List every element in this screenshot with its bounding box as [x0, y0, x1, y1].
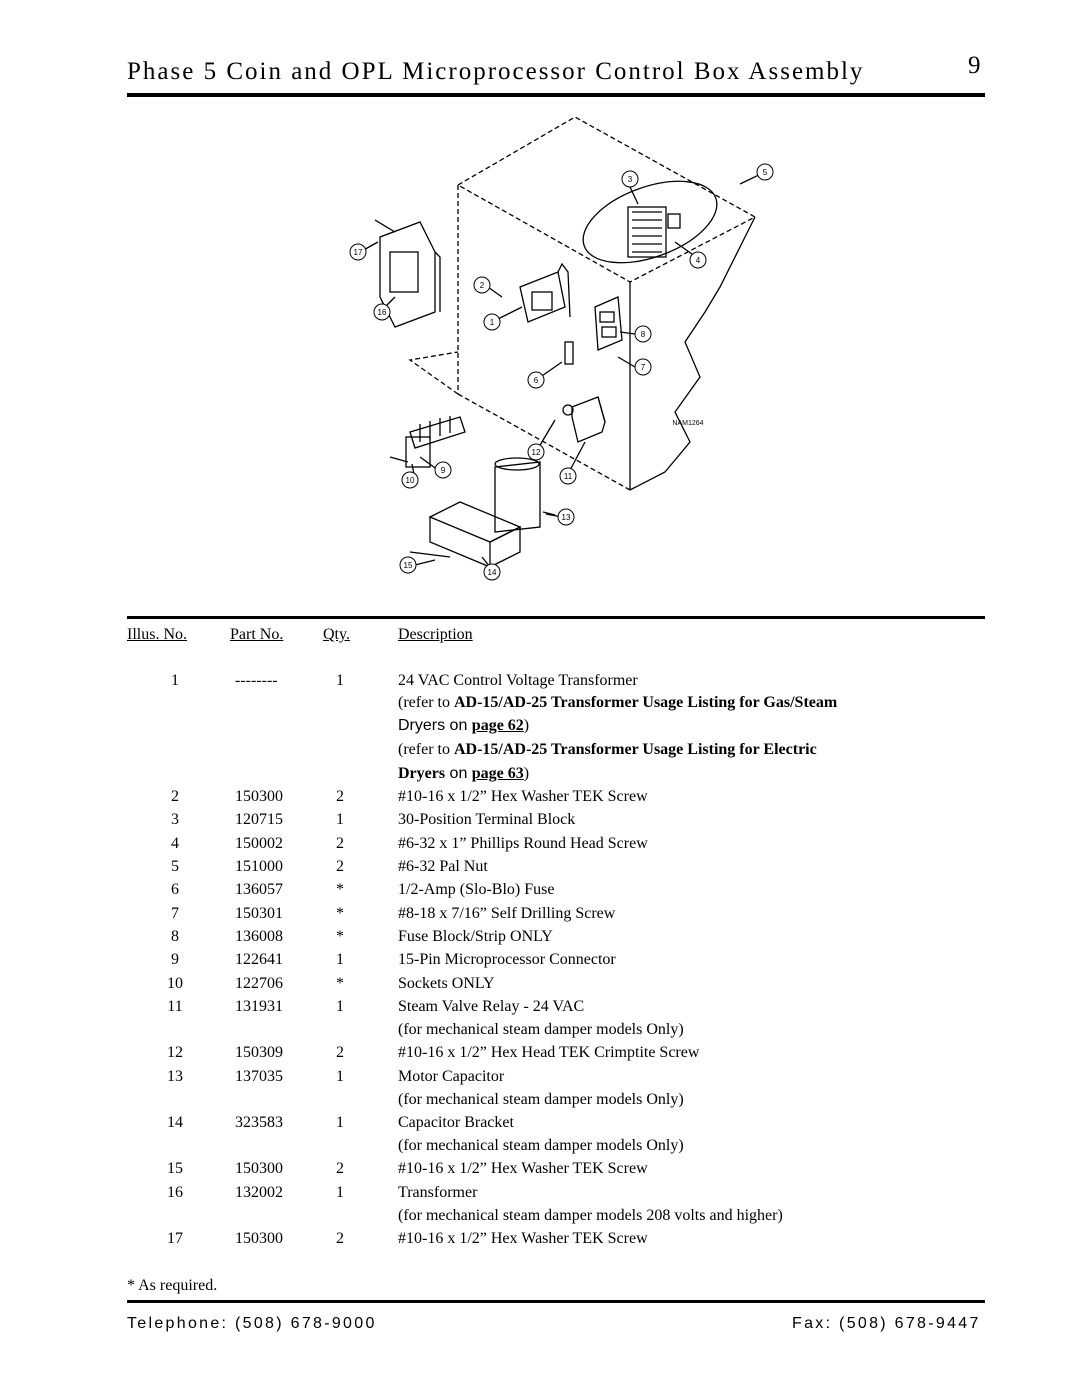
qty: 2: [336, 1044, 344, 1061]
table-row: [0, 998, 1080, 1021]
description: #10-16 x 1/2” Hex Head TEK Crimptite Screw: [398, 1044, 700, 1061]
qty: *: [336, 928, 344, 945]
description: #6-32 x 1” Phillips Round Head Screw: [398, 835, 648, 852]
table-row: [0, 951, 1080, 974]
qty: *: [336, 881, 344, 898]
table-row: [0, 811, 1080, 834]
footnote: * As required.: [127, 1277, 218, 1294]
qty: *: [336, 905, 344, 922]
table-row: [0, 881, 1080, 904]
qty: 1: [336, 672, 344, 689]
illus-no: 6: [171, 881, 179, 898]
svg-text:12: 12: [531, 448, 541, 457]
table-row: [0, 1230, 1080, 1253]
table-row: [0, 858, 1080, 881]
part-no: 137035: [235, 1068, 283, 1085]
description: (for mechanical steam damper models 208 volts and higher): [398, 1207, 783, 1224]
table-row: [0, 1114, 1080, 1137]
description: 24 VAC Control Voltage Transformer: [398, 672, 638, 689]
page-link[interactable]: page 63: [471, 765, 524, 782]
table-row: [0, 741, 1080, 764]
table-row: [0, 672, 1080, 695]
svg-text:9: 9: [440, 466, 446, 475]
description: Dryers on page 63): [398, 765, 530, 782]
header-desc: Description: [398, 626, 473, 643]
illus-no: 2: [171, 788, 179, 805]
description: #10-16 x 1/2” Hex Washer TEK Screw: [398, 1230, 648, 1247]
illus-no: 15: [167, 1160, 183, 1177]
header-illus: Illus. No.: [127, 626, 187, 643]
table-row: [0, 1207, 1080, 1230]
svg-text:2: 2: [479, 281, 485, 290]
qty: 1: [336, 811, 344, 828]
svg-text:1: 1: [489, 318, 495, 327]
table-row: [0, 975, 1080, 998]
page-title: Phase 5 Coin and OPL Microprocessor Control Box Assembly: [127, 58, 865, 85]
illus-no: 13: [167, 1068, 183, 1085]
part-no: 150300: [235, 1230, 283, 1247]
illus-no: 7: [171, 905, 179, 922]
table-rule: [127, 616, 985, 619]
description: 30-Position Terminal Block: [398, 811, 576, 828]
table-row: [0, 694, 1080, 717]
qty: 1: [336, 1068, 344, 1085]
title-rule: [127, 93, 985, 97]
svg-text:10: 10: [405, 476, 415, 485]
description: (refer to AD-15/AD-25 Transformer Usage Listing for Gas/Steam: [398, 694, 838, 711]
qty: 2: [336, 835, 344, 852]
part-no: 150002: [235, 835, 283, 852]
description: Motor Capacitor: [398, 1068, 505, 1085]
table-row: [0, 905, 1080, 928]
svg-text:4: 4: [695, 256, 701, 265]
description: #8-18 x 7/16” Self Drilling Screw: [398, 905, 616, 922]
part-no: 120715: [235, 811, 283, 828]
qty: 1: [336, 951, 344, 968]
part-no: 151000: [235, 858, 283, 875]
diagram-code-label: NAM1264: [672, 420, 704, 427]
illus-no: 11: [167, 998, 183, 1015]
illus-no: 4: [171, 835, 179, 852]
table-row: [0, 765, 1080, 788]
description: Transformer: [398, 1184, 478, 1201]
table-row: [0, 788, 1080, 811]
description: (for mechanical steam damper models Only): [398, 1137, 684, 1154]
table-row: [0, 928, 1080, 951]
footer-rule: [127, 1300, 985, 1303]
header-qty: Qty.: [323, 626, 350, 643]
table-row: [0, 835, 1080, 858]
qty: 1: [336, 998, 344, 1015]
qty: 2: [336, 1160, 344, 1177]
svg-text:16: 16: [377, 308, 387, 317]
table-row: [0, 1160, 1080, 1183]
qty: 2: [336, 788, 344, 805]
table-row: [0, 1137, 1080, 1160]
part-no: 136057: [235, 881, 283, 898]
table-row: [0, 1091, 1080, 1114]
svg-text:3: 3: [627, 175, 633, 184]
description: #6-32 Pal Nut: [398, 858, 488, 875]
svg-text:5: 5: [762, 168, 768, 177]
description: Dryers on page 62): [398, 717, 530, 734]
illus-no: 8: [171, 928, 179, 945]
description: Fuse Block/Strip ONLY: [398, 928, 553, 945]
qty: 2: [336, 1230, 344, 1247]
illus-no: 9: [171, 951, 179, 968]
svg-text:15: 15: [403, 561, 413, 570]
illus-no: 5: [171, 858, 179, 875]
qty: 1: [336, 1114, 344, 1131]
table-row: [0, 717, 1080, 740]
fax: Fax: (508) 678-9447: [792, 1315, 981, 1332]
svg-text:8: 8: [640, 330, 646, 339]
part-no: 132002: [235, 1184, 283, 1201]
qty: 2: [336, 858, 344, 875]
illus-no: 12: [167, 1044, 183, 1061]
description: Steam Valve Relay - 24 VAC: [398, 998, 585, 1015]
description: Capacitor Bracket: [398, 1114, 514, 1131]
svg-text:11: 11: [563, 472, 573, 481]
part-no: 150301: [235, 905, 283, 922]
part-no: 150300: [235, 788, 283, 805]
svg-text:6: 6: [533, 376, 539, 385]
table-row: [0, 1068, 1080, 1091]
part-no: 323583: [235, 1114, 283, 1131]
illus-no: 17: [167, 1230, 183, 1247]
svg-text:14: 14: [487, 568, 497, 577]
part-no: 150300: [235, 1160, 283, 1177]
description: (for mechanical steam damper models Only): [398, 1021, 684, 1038]
qty: *: [336, 975, 344, 992]
description: (refer to AD-15/AD-25 Transformer Usage Listing for Electric: [398, 741, 817, 758]
table-row: [0, 1184, 1080, 1207]
header-part: Part No.: [230, 626, 284, 643]
svg-text:13: 13: [561, 513, 571, 522]
illus-no: 10: [167, 975, 183, 992]
part-no: --------: [235, 672, 278, 689]
illus-no: 16: [167, 1184, 183, 1201]
page-link[interactable]: page 62: [471, 717, 524, 734]
page-number: 9: [968, 52, 981, 79]
description: 15-Pin Microprocessor Connector: [398, 951, 616, 968]
illus-no: 3: [171, 811, 179, 828]
table-row: [0, 1044, 1080, 1067]
part-no: 150309: [235, 1044, 283, 1061]
part-no: 122641: [235, 951, 283, 968]
svg-text:7: 7: [640, 363, 646, 372]
part-no: 131931: [235, 998, 283, 1015]
illus-no: 14: [167, 1114, 183, 1131]
qty: 1: [336, 1184, 344, 1201]
part-no: 122706: [235, 975, 283, 992]
exploded-parts-diagram: [340, 112, 780, 592]
description: 1/2-Amp (Slo-Blo) Fuse: [398, 881, 555, 898]
description: Sockets ONLY: [398, 975, 495, 992]
part-no: 136008: [235, 928, 283, 945]
svg-text:17: 17: [353, 248, 363, 257]
description: #10-16 x 1/2” Hex Washer TEK Screw: [398, 788, 648, 805]
telephone: Telephone: (508) 678-9000: [127, 1315, 377, 1332]
table-row: [0, 1021, 1080, 1044]
description: (for mechanical steam damper models Only): [398, 1091, 684, 1108]
illus-no: 1: [171, 672, 179, 689]
description: #10-16 x 1/2” Hex Washer TEK Screw: [398, 1160, 648, 1177]
